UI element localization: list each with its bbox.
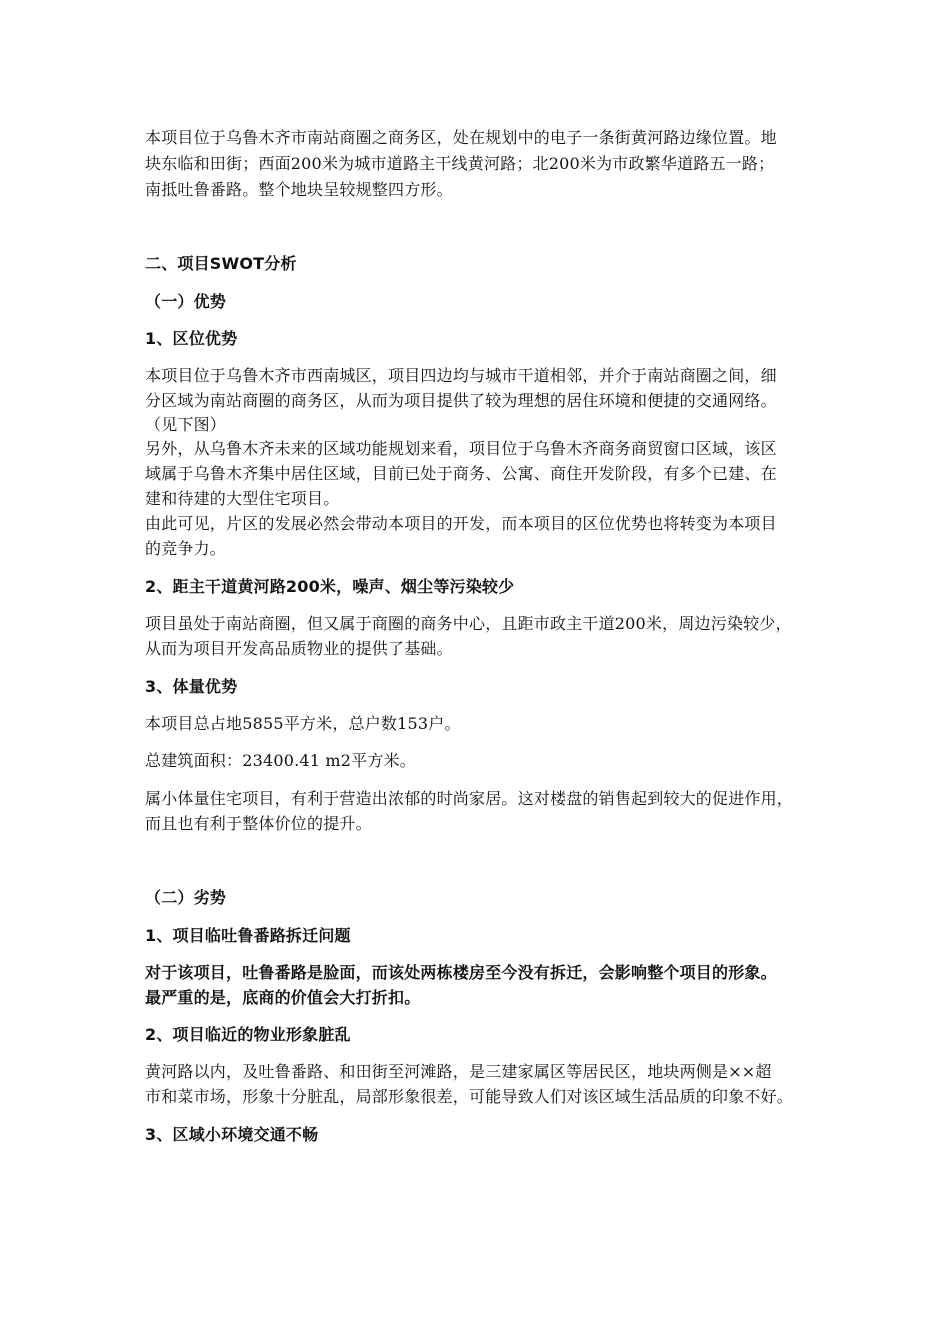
paragraph-line: 另外，从乌鲁木齐未来的区域功能规划来看，项目位于乌鲁木齐商务商贸窗口区域，该区 (145, 439, 777, 458)
paragraph-line: 市和菜市场，形象十分脏乱，局部形象很差，可能导致人们对该区域生活品质的印象不好。 (145, 1087, 794, 1106)
heading-volume-advantage: 3、体量优势 (145, 677, 238, 696)
intro-line-2: 块东临和田街；西面200米为城市道路主干线黄河路；北200米为市政繁华道路五一路； (145, 154, 775, 173)
paragraph-line: （见下图） (145, 415, 227, 434)
paragraph-line: 黄河路以内，及吐鲁番路、和田街至河滩路，是三建家属区等居民区，地块两侧是××超 (145, 1062, 772, 1081)
heading-pollution-advantage: 2、距主干道黄河路200米，噪声、烟尘等污染较少 (145, 577, 515, 596)
paragraph-line: 由此可见，片区的发展必然会带动本项目的开发，而本项目的区位优势也将转变为本项目 (145, 514, 777, 533)
intro-line-3: 南抵吐鲁番路。整个地块呈较规整四方形。 (145, 180, 453, 199)
paragraph-line: 而且也有利于整体价位的提升。 (145, 814, 372, 833)
paragraph-line: 总建筑面积：23400.41 m2平方米。 (145, 751, 416, 770)
subsection-heading-disadvantages: （二）劣势 (145, 888, 227, 907)
intro-line-1: 本项目位于乌鲁木齐市南站商圈之商务区，处在规划中的电子一条街黄河路边缘位置。地 (145, 128, 777, 147)
paragraph-line: 对于该项目，吐鲁番路是脸面，而该处两栋楼房至今没有拆迁，会影响整个项目的形象。 (145, 963, 777, 982)
paragraph-line: 从而为项目开发高品质物业的提供了基础。 (145, 639, 453, 658)
paragraph-line: 本项目总占地5855平方米，总户数153户。 (145, 714, 461, 733)
paragraph-line: 的竞争力。 (145, 539, 227, 558)
subsection-heading-advantages: （一）优势 (145, 292, 227, 311)
paragraph-line: 域属于乌鲁木齐集中居住区域，目前已处于商务、公寓、商住开发阶段，有多个已建、在 (145, 464, 777, 483)
heading-messy-surroundings: 2、项目临近的物业形象脏乱 (145, 1025, 351, 1044)
paragraph-line: 最严重的是，底商的价值会大打折扣。 (145, 988, 421, 1007)
heading-demolition-issue: 1、项目临吐鲁番路拆迁问题 (145, 926, 351, 945)
section-heading-swot: 二、项目SWOT分析 (145, 254, 297, 273)
paragraph-line: 建和待建的大型住宅项目。 (145, 489, 340, 508)
paragraph-line: 分区域为南站商圈的商务区，从而为项目提供了较为理想的居住环境和便捷的交通网络。 (145, 391, 777, 410)
heading-location-advantage: 1、区位优势 (145, 329, 238, 348)
paragraph-line: 项目虽处于南站商圈，但又属于商圈的商务中心，且距市政主干道200米，周边污染较少， (145, 614, 792, 633)
paragraph-line: 属小体量住宅项目，有利于营造出浓郁的时尚家居。这对楼盘的销售起到较大的促进作用， (145, 789, 794, 808)
paragraph-line: 本项目位于乌鲁木齐市西南城区，项目四边均与城市干道相邻，并介于南站商圈之间，细 (145, 366, 777, 385)
heading-traffic-issue: 3、区域小环境交通不畅 (145, 1125, 319, 1144)
